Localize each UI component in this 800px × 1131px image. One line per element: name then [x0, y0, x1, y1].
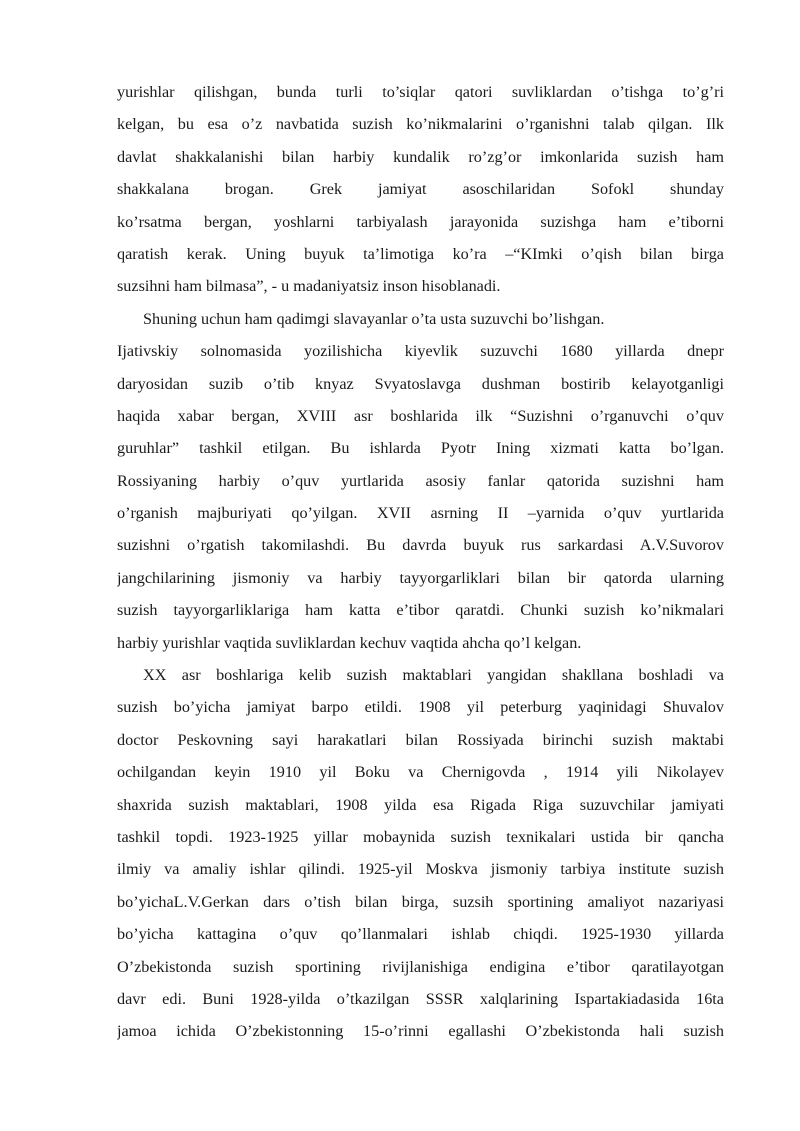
text-line: suzish bo’yicha jamiyat barpo etildi. 1908 yil peterburg yaqinidagi Shuvalov — [117, 698, 724, 717]
text-line: tashkil topdi. 1923-1925 yillar mobaynida suzish texnikalari ustida bir qancha — [117, 827, 724, 846]
text-line: haqida xabar bergan, XVIII asr boshlarida ilk “Suzishni o’rganuvchi o’quv — [117, 406, 724, 425]
text-line: XX asr boshlariga kelib suzish maktablari yangidan shakllana boshladi va — [143, 666, 724, 685]
text-line: ilmiy va amaliy ishlar qilindi. 1925-yil Moskva jismoniy tarbiya institute suzish — [117, 860, 724, 879]
text-line: Shuning uchun ham qadimgi slavayanlar o’ta usta suzuvchi bo’lishgan. — [143, 309, 605, 328]
text-line: doctor Peskovning sayi harakatlari bilan Rossiyada birinchi suzish maktabi — [117, 730, 724, 749]
text-line: shaxrida suzish maktablari, 1908 yilda esa Rigada Riga suzuvchilar jamiyati — [117, 795, 724, 814]
text-line: shakkalana brogan. Grek jamiyat asoschilaridan Sofokl shunday — [117, 180, 724, 199]
text-line: Rossiyaning harbiy o’quv yurtlarida asosiy fanlar qatorida suzishni ham — [117, 471, 724, 490]
body-text — [117, 76, 724, 1048]
text-line: suzishni o’rgatish takomilashdi. Bu davrda buyuk rus sarkardasi A.V.Suvorov — [117, 536, 724, 555]
text-line: daryosidan suzib o’tib knyaz Svyatoslavga dushman bostirib kelayotganligi — [117, 374, 724, 393]
text-line: harbiy yurishlar vaqtida suvliklardan kechuv vaqtida ahcha qo’l kelgan. — [117, 633, 582, 652]
text-line: guruhlar” tashkil etilgan. Bu ishlarda Pyotr Ining xizmati katta bo’lgan. — [117, 439, 724, 458]
text-line: O’zbekistonda suzish sportining rivijlanishiga endigina e’tibor qaratilayotgan — [117, 957, 724, 976]
text-line: o’rganish majburiyati qo’yilgan. XVII asrning II –yarnida o’quv yurtlarida — [117, 504, 724, 523]
text-line: ko’rsatma bergan, yoshlarni tarbiyalash jarayonida suzishga ham e’tiborni — [117, 212, 724, 231]
text-line: suzsihni ham bilmasa”, - u madaniyatsiz inson hisoblanadi. — [117, 277, 501, 296]
text-line: bo’yicha kattagina o’quv qo’llanmalari ishlab chiqdi. 1925-1930 yillarda — [117, 925, 724, 944]
text-line: kelgan, bu esa o’z navbatida suzish ko’nikmalarini o’rganishni talab qilgan. Ilk — [117, 115, 724, 134]
text-line: qaratish kerak. Uning buyuk ta’limotiga ko’ra –“KImki o’qish bilan birga — [117, 244, 724, 263]
text-line: davr edi. Buni 1928-yilda o’tkazilgan SSSR xalqlarining Ispartakiadasida 16ta — [117, 989, 724, 1008]
text-line: jamoa ichida O’zbekistonning 15-o’rinni egallashi O’zbekistonda hali suzish — [117, 1022, 724, 1041]
text-line: yurishlar qilishgan, bunda turli to’siqlar qatori suvliklardan o’tishga to’g’ri — [117, 83, 724, 101]
text-line: ochilgandan keyin 1910 yil Boku va Chernigovda , 1914 yili Nikolayev — [117, 763, 724, 782]
text-line: bo’yichaL.V.Gerkan dars o’tish bilan birga, suzsih sportining amaliyot nazariyasi — [117, 892, 724, 911]
text-line: suzish tayyorgarliklariga ham katta e’tibor qaratdi. Chunki suzish ko’nikmalari — [117, 601, 724, 620]
text-line: davlat shakkalanishi bilan harbiy kundalik ro’zg’or imkonlarida suzish ham — [117, 147, 724, 166]
text-line: jangchilarining jismoniy va harbiy tayyorgarliklari bilan bir qatorda ularning — [117, 568, 724, 587]
text-line: Ijativskiy solnomasida yozilishicha kiyevlik suzuvchi 1680 yillarda dnepr — [117, 342, 724, 361]
